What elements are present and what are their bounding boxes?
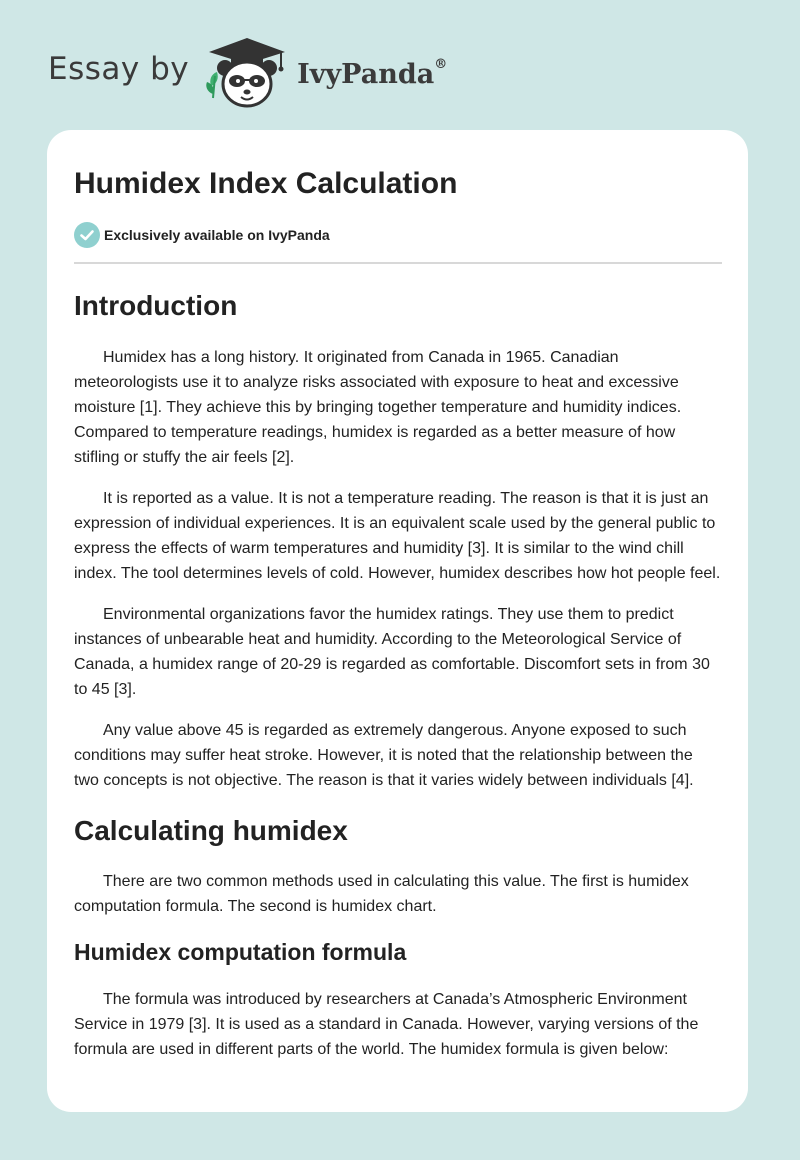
title-divider (74, 262, 722, 264)
badge-text: Exclusively available on IvyPanda (104, 227, 330, 243)
paragraph: It is reported as a value. It is not a temperature reading. The reason is that it is just an expression of individual experiences. It is an equivalent scale used by the general public to express the effects of warm temperatures and humidity [3]. It is similar to the wind chill index. The tool determines levels of cold. However, humidex describes how hot people feel. (74, 490, 721, 582)
brand-name (297, 56, 448, 90)
brand-name-text: IvyPanda (297, 58, 435, 90)
check-circle-icon (74, 222, 100, 248)
section-heading-calculating: Calculating humidex (74, 815, 348, 846)
paragraph: Environmental organizations favor the humidex ratings. They use them to predict instances of unbearable heat and humidity. According to the Meteorological Service of Canada, a humidex range of 20-29 is regarded as comfortable. Discomfort sets in from 30 to 45 [3]. (74, 606, 710, 698)
brand-header[interactable] (48, 36, 447, 110)
section-heading-introduction: Introduction (74, 290, 238, 321)
paragraph: The formula was introduced by researchers at Canada’s Atmospheric Environment Service in 1979 [3]. It is used as a standard in Canada. However, varying versions of the formula are used in different parts of the world. The humidex formula is given below: (74, 991, 699, 1058)
paragraph: There are two common methods used in calculating this value. The first is humidex computation formula. The second is humidex chart. (74, 873, 689, 915)
panda-logo-icon (201, 36, 293, 110)
paragraph: Any value above 45 is regarded as extremely dangerous. Anyone exposed to such conditions may suffer heat stroke. However, it is noted that the relationship between the two concepts is not objective. The reason is that it varies widely between individuals [4]. (74, 722, 694, 789)
exclusive-badge (74, 222, 722, 248)
article-title: Humidex Index Calculation (74, 167, 458, 200)
article-card (47, 130, 748, 1112)
section-heading-formula: Humidex computation formula (74, 939, 407, 965)
paragraph: Humidex has a long history. It originated from Canada in 1965. Canadian meteorologists use it to analyze risks associated with exposure to heat and excessive moisture [1]. They achieve this by bringing together temperature and humidity indices. Compared to temperature readings, humidex is regarded as a better measure of how stifling or stuffy the air feels [2]. (74, 349, 682, 466)
registered-mark: ® (434, 56, 448, 72)
brand-prefix: Essay by (48, 51, 190, 87)
